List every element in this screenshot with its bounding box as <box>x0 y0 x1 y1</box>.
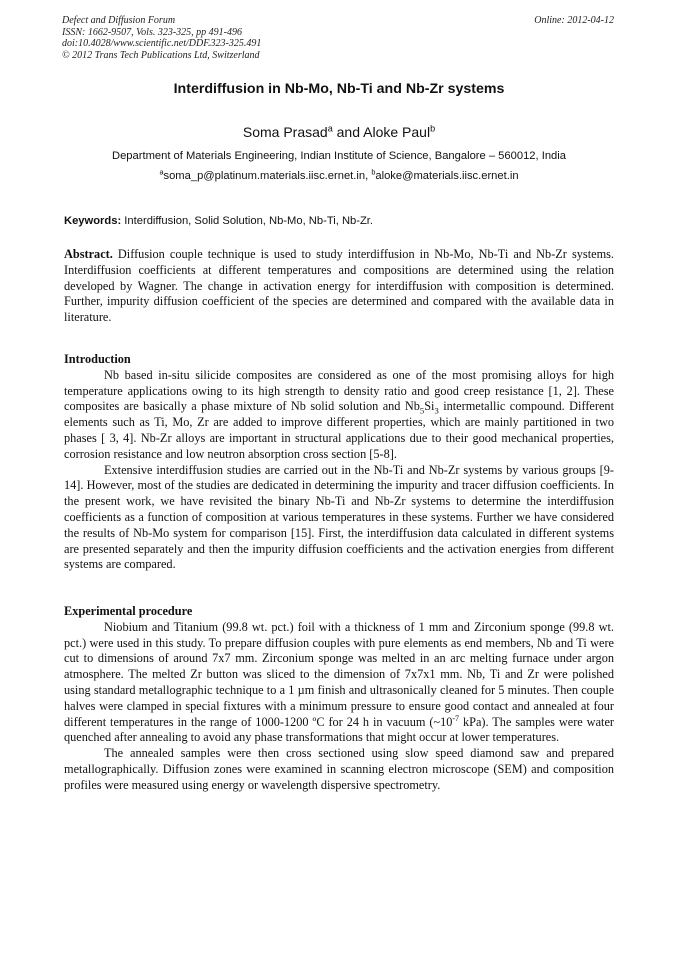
experimental-heading: Experimental procedure <box>64 604 193 618</box>
introduction-paragraph-2: Extensive interdiffusion studies are carried out in the Nb-Ti and Nb-Zr systems by various groups [9-14]. However, most of the studies are dedicated in determining the impurity and tracer diffusion coefficients. In the present work, we have revisited the binary Nb-Ti and Nb-Zr systems to determine the interdiffusion coefficients as a function of composition at various temperatures in these systems. Further we have considered the results of Nb-Mo system for comparison [15]. First, the interdiffusion data calculated in different systems are presented separately and then the impurity diffusion coefficients and the activation energies from different systems are compared. <box>64 462 614 572</box>
author-1: Soma Prasad <box>242 124 328 140</box>
email-b-mark: b <box>371 167 376 177</box>
abstract-label: Abstract. <box>64 247 113 261</box>
doi-line[interactable]: doi:10.4028/www.scientific.net/DDF.323-325.491 <box>62 38 262 50</box>
author-1-affil-mark: a <box>327 123 333 134</box>
journal-header <box>62 15 614 61</box>
email-a[interactable]: soma_p@platinum.materials.iisc.ernet.in, <box>163 170 372 182</box>
exp-p1-text-a: Niobium and Titanium (99.8 wt. pct.) foil with a thickness of 1 mm and Zirconium sponge (99.8 wt. pct.) were used in this study. To prepare diffusion couples with pure elements as end members, Nb and Ti were cut to dimensions of around 7x7 mm. Zirconium sponge was melted in an arc melting furnace under argon atmosphere. The melted Zr button was sliced to the dimension of 7x7x1 mm. Nb, Ti and Zr were polished using standard metallographic technique to a 1 µm finish and ultrasonically cleaned for 5 minutes. Then couple halves were clamped in special fixtures with a minimum pressure to ensure good contact and annealed at four different temperatures in the range of 1000-1200 ºC for 24 h in vacuum (~10 <box>64 619 614 729</box>
keywords-text: Interdiffusion, Solid Solution, Nb-Mo, Nb-Ti, Nb-Zr. <box>121 215 374 227</box>
author-line <box>0 124 678 140</box>
si-subscript: 3 <box>434 405 439 416</box>
experimental-paragraph-2: The annealed samples were then cross sectioned using slow speed diamond saw and prepared metallographically. Diffusion zones were examined in scanning electron microscope (SEM) and composition profiles were measured using energy or wavelength dispersive spectrometry. <box>64 746 614 792</box>
journal-name: Defect and Diffusion Forum <box>62 15 176 26</box>
author-2-affil-mark: b <box>430 123 436 134</box>
abstract-text: Diffusion couple technique is used to study interdiffusion in Nb-Mo, Nb-Ti and Nb-Zr systems. Interdiffusion coefficients at different temperatures and compositions are determined using the relation developed by Wagner. The change in activation energy for interdiffusion with composition is determined. Further, impurity diffusion coefficient of the species are determined and compared with the available data in literature. <box>64 247 614 325</box>
abstract <box>64 247 614 326</box>
issn-line: ISSN: 1662-9507, Vols. 323-325, pp 491-496 <box>62 26 242 38</box>
exp-p1-text-b: kPa). The samples were water quenched after annealing to avoid any phase transformations that might occur at lower temperatures. <box>64 714 614 745</box>
email-line <box>0 167 678 182</box>
pressure-exponent: -7 <box>452 713 460 723</box>
keywords <box>64 215 614 227</box>
copyright-line: © 2012 Trans Tech Publications Ltd, Switzerland <box>62 49 260 61</box>
introduction-section <box>64 352 614 573</box>
author-2: Aloke Paul <box>363 124 431 140</box>
online-date: Online: 2012-04-12 <box>534 15 614 26</box>
email-b[interactable]: aloke@materials.iisc.ernet.in <box>375 170 519 182</box>
introduction-heading: Introduction <box>64 352 131 366</box>
email-a-mark: a <box>159 167 164 177</box>
intro-p1-text-c: intermetallic compound. Different elements such as Ti, Mo, Zr are added to improve different properties, which are mainly partitioned in two phases [ 3, 4]. Nb-Zr alloys are important in structural applications due to their good mechanical properties, corrosion resistance and low neutron absorption cross section [5-8]. <box>64 399 614 461</box>
keywords-label: Keywords: <box>64 215 122 227</box>
intro-p1-text-b: Si <box>424 399 435 414</box>
experimental-paragraph-1 <box>64 620 614 746</box>
author-conjunction: and <box>332 124 364 140</box>
introduction-paragraph-1 <box>64 368 614 463</box>
affiliation: Department of Materials Engineering, Indian Institute of Science, Bangalore – 560012, India <box>111 150 566 162</box>
intro-p1-text-a: Nb based in-situ silicide composites are considered as one of the most promising alloys for high temperature applications owing to its high strength to density ratio and good creep resistance [1, 2]. These composites are basically a phase mixture of Nb solid solution and Nb <box>64 367 614 414</box>
experimental-section <box>64 604 614 794</box>
nb-subscript: 5 <box>419 405 425 416</box>
paper-title: Interdiffusion in Nb-Mo, Nb-Ti and Nb-Zr systems <box>173 81 505 97</box>
